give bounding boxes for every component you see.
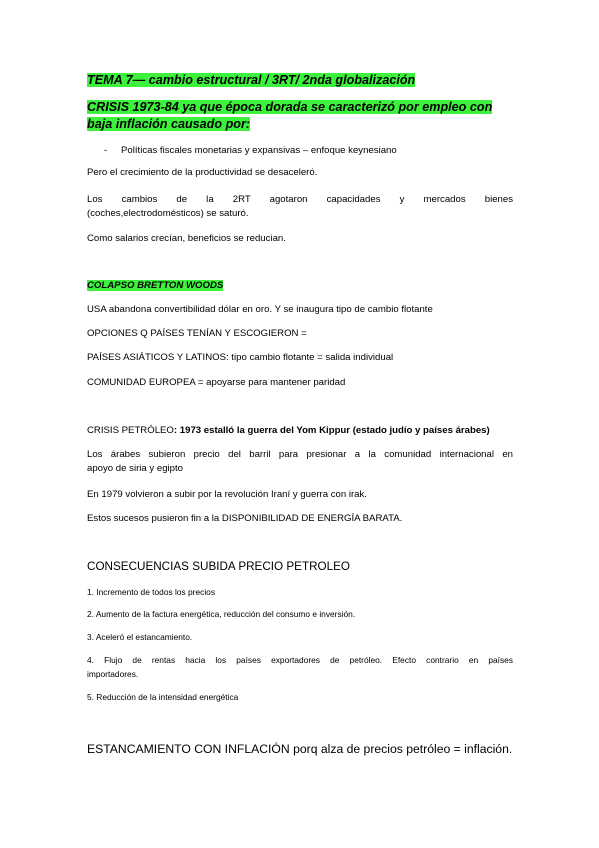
consecuencias-heading: CONSECUENCIAS SUBIDA PRECIO PETROLEO — [87, 560, 351, 573]
bretton-heading-text: COLAPSO BRETTON WOODS — [87, 280, 224, 291]
bullet-dash: - — [104, 145, 108, 156]
list-item-3: 3. Aceleró el estancamiento. — [87, 632, 193, 642]
petroleo-label: CRISIS PETRÓLEO — [87, 425, 174, 436]
list-item-4-line2: importadores. — [87, 669, 139, 679]
para-arabes-line1: Los árabes subieron precio del barril para presionar a la comunidad internacional en — [87, 449, 513, 460]
bullet-item-1: Políticas fiscales monetarias y expansivas – enfoque keynesiano — [121, 145, 397, 156]
para-opciones: OPCIONES Q PAÍSES TENÍAN Y ESCOGIERON = — [87, 328, 307, 339]
para-usa: USA abandona convertibilidad dólar en oro. Y se inaugura tipo de cambio flotante — [87, 304, 433, 315]
para-arabes-line2: apoyo de siria y egipto — [87, 463, 183, 474]
list-item-1: 1. Incremento de todos los precios — [87, 587, 216, 597]
list-item-4-line1: 4. Flujo de rentas hacia los países exportadores de petróleo. Efecto contrario en países — [87, 655, 513, 665]
topic-title — [87, 72, 513, 89]
para-2rt-line1: Los cambios de la 2RT agotaron capacidades y mercados bienes — [87, 194, 513, 205]
para-comunidad: COMUNIDAD EUROPEA = apoyarse para mantener paridad — [87, 377, 346, 388]
bretton-heading — [87, 279, 513, 293]
topic-title-text: TEMA 7— cambio estructural / 3RT/ 2nda globalización — [87, 73, 416, 87]
crisis-heading-text: CRISIS 1973-84 ya que época dorada se caracterizó por empleo con baja inflación causado por: — [87, 100, 493, 131]
list-item-5: 5. Reducción de la intensidad energética — [87, 692, 239, 702]
para-salarios: Como salarios crecían, beneficios se reducian. — [87, 233, 286, 244]
para-2rt-line2: (coches,electrodomésticos) se saturó. — [87, 208, 249, 219]
para-1979: En 1979 volvieron a subir por la revolución Iraní y guerra con irak. — [87, 489, 367, 500]
para-productividad: Pero el crecimiento de la productividad se desaceleró. — [87, 167, 318, 178]
petroleo-line — [87, 424, 513, 438]
para-asiaticos: PAÍSES ASIÁTICOS Y LATINOS: tipo cambio flotante = salida individual — [87, 352, 394, 363]
para-sucesos: Estos sucesos pusieron fin a la DISPONIBILIDAD DE ENERGÍA BARATA. — [87, 513, 403, 524]
petroleo-bold: : 1973 estalló la guerra del Yom Kippur (estado judío y países árabes) — [173, 425, 490, 436]
estancamiento-text: ESTANCAMIENTO CON INFLACIÓN porq alza de precios petróleo = inflación. — [87, 742, 513, 756]
list-item-2: 2. Aumento de la factura energética, reducción del consumo e inversión. — [87, 609, 356, 619]
crisis-heading — [87, 99, 513, 133]
estancamiento-heading — [87, 741, 527, 757]
